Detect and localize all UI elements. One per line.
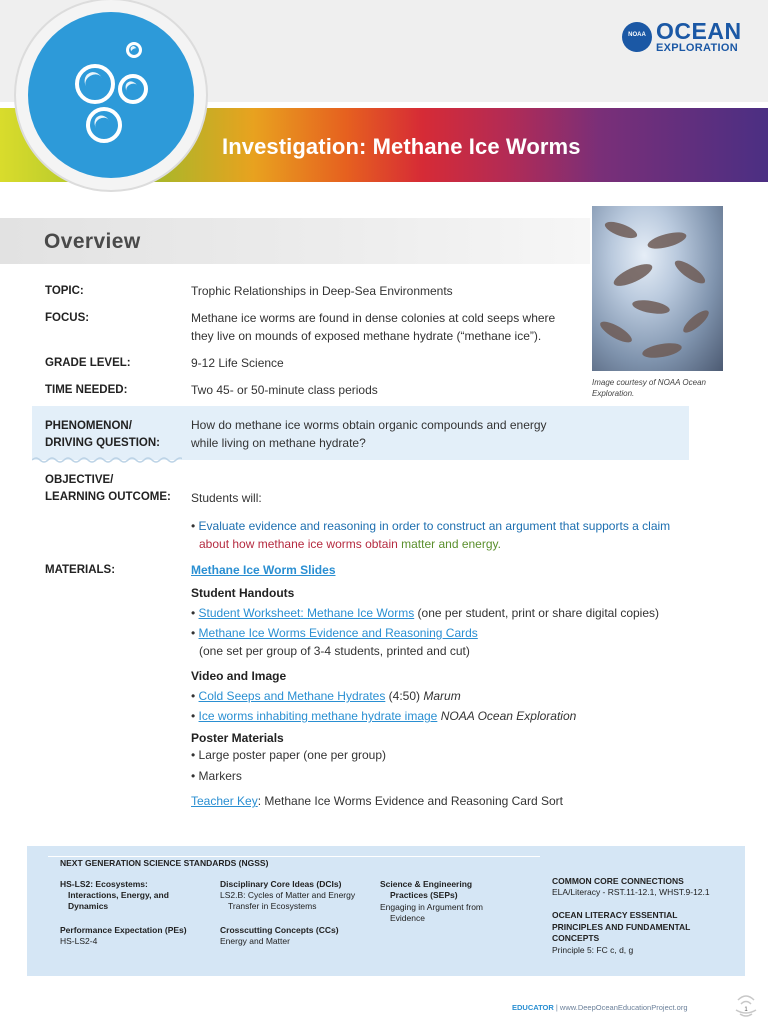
objective-intro: Students will:	[191, 491, 262, 505]
objective-bullet-text-1: Evaluate evidence and reasoning in order to construct an argument that supports a claim	[198, 519, 671, 533]
page-number: 1	[744, 1007, 748, 1013]
image-caption: Image courtesy of NOAA Ocean Exploration.	[592, 378, 706, 398]
hs-ls2-line-3: Dynamics	[68, 901, 109, 911]
ocean-literacy-heading-1: OCEAN LITERACY ESSENTIAL	[552, 910, 678, 920]
bubble-large	[75, 64, 115, 104]
noaa-emblem-icon: NOAA	[622, 22, 652, 52]
time-label: TIME NEEDED:	[45, 384, 128, 396]
sep-heading-1: Science & Engineering	[380, 879, 473, 889]
hs-ls2-line-1: HS-LS2: Ecosystems:	[60, 879, 148, 889]
worm-shape	[672, 257, 708, 287]
hs-ls2-line-2: Interactions, Energy, and	[68, 890, 169, 900]
focus-label: FOCUS:	[45, 312, 90, 324]
bubbles-icon	[28, 12, 194, 178]
dci-heading: Disciplinary Core Ideas (DCIs)	[220, 879, 342, 889]
teacher-key-link[interactable]: Teacher Key	[191, 794, 258, 808]
logo-word-ocean: OCEAN	[656, 18, 742, 44]
video-item: • Cold Seeps and Methane Hydrates (4:50) Marum	[191, 689, 461, 703]
poster-item-2: • Markers	[191, 769, 242, 783]
phenomenon-label-2: DRIVING QUESTION:	[45, 437, 161, 449]
slides-link[interactable]: Methane Ice Worm Slides	[191, 563, 336, 577]
phenomenon-label-1: PHENOMENON/	[45, 420, 132, 432]
materials-label: MATERIALS:	[45, 564, 116, 576]
sep-line-1: Engaging in Argument from	[380, 902, 484, 912]
ocean-exploration-logo[interactable]	[622, 18, 752, 58]
cc-value: Energy and Matter	[220, 936, 290, 946]
driving-question-line-1: How do methane ice worms obtain organic compounds and energy	[191, 418, 547, 432]
poster-item-1-text: Large poster paper (one per group)	[198, 748, 386, 762]
ocean-literacy-value: Principle 5: FC c, d, g	[552, 945, 634, 955]
grade-label: GRADE LEVEL:	[45, 357, 131, 369]
cards-item: • Methane Ice Worms Evidence and Reasoning Cards	[191, 626, 478, 640]
worksheet-note: (one per student, print or share digital copies)	[417, 606, 660, 620]
ngss-divider	[48, 856, 540, 970]
driving-question-line-2: while living on methane hydrate?	[191, 436, 366, 450]
objective-bullet-text-2a: about how methane ice worms obtain	[199, 537, 398, 551]
sep-heading-2: Practices (SEPs)	[390, 890, 458, 900]
pe-heading: Performance Expectation (PEs)	[60, 925, 187, 935]
ngss-heading: NEXT GENERATION SCIENCE STANDARDS (NGSS)	[60, 858, 269, 868]
ccss-heading: COMMON CORE CONNECTIONS	[552, 876, 684, 886]
footer-site[interactable]: | www.DeepOceanEducationProject.org	[553, 1003, 688, 1012]
bubble-bottom	[86, 107, 122, 143]
worm-shape	[680, 307, 712, 336]
ccss-value: ELA/Literacy - RST.11-12.1, WHST.9-12.1	[552, 887, 710, 897]
topic-label: TOPIC:	[45, 285, 84, 297]
footer-text	[512, 1003, 688, 1012]
teacher-key-item	[191, 792, 563, 810]
image-link[interactable]: Ice worms inhabiting methane hydrate image	[198, 709, 438, 723]
handouts-heading: Student Handouts	[191, 586, 295, 600]
ocean-literacy-heading-3: CONCEPTS	[552, 933, 600, 943]
ocean-literacy-heading-2: PRINCIPLES AND FUNDAMENTAL	[552, 922, 691, 932]
objective-label-2: LEARNING OUTCOME:	[45, 491, 171, 503]
poster-item-1: • Large poster paper (one per group)	[191, 748, 386, 762]
cc-heading: Crosscutting Concepts (CCs)	[220, 925, 339, 935]
worm-shape	[611, 260, 655, 290]
overview-heading: Overview	[44, 230, 141, 253]
worm-shape	[603, 219, 639, 242]
objective-label-1: OBJECTIVE/	[45, 474, 114, 486]
cards-link[interactable]: Methane Ice Worms Evidence and Reasoning Cards	[198, 626, 478, 640]
worm-shape	[631, 298, 671, 316]
worksheet-link[interactable]: Student Worksheet: Methane Ice Worms	[198, 606, 415, 620]
logo-word-exploration: EXPLORATION	[656, 42, 738, 54]
video-source: Marum	[423, 689, 461, 703]
image-item: • Ice worms inhabiting methane hydrate image NOAA Ocean Exploration	[191, 709, 577, 723]
worm-shape	[597, 318, 634, 346]
video-duration: (4:50)	[388, 689, 421, 703]
cards-note: (one set per group of 3-4 students, printed and cut)	[199, 644, 470, 658]
wavy-divider	[32, 456, 182, 464]
poster-heading: Poster Materials	[191, 731, 284, 745]
bubble-medium	[118, 74, 148, 104]
pe-value: HS-LS2-4	[60, 936, 98, 946]
dci-line-2: Transfer in Ecosystems	[228, 901, 317, 911]
page-title: Investigation: Methane Ice Worms	[222, 134, 581, 159]
objective-bullet-line-1: • Evaluate evidence and reasoning in order to construct an argument that supports a claim	[191, 519, 671, 533]
sep-line-2: Evidence	[390, 913, 425, 923]
footer-educator: EDUCATOR	[512, 1003, 554, 1012]
video-heading: Video and Image	[191, 669, 287, 683]
bubble-small	[126, 42, 142, 58]
image-source: NOAA Ocean Exploration	[440, 709, 577, 723]
time-value: Two 45- or 50-minute class periods	[191, 383, 378, 397]
grade-value: 9-12 Life Science	[191, 356, 284, 370]
objective-bullet-line-2	[199, 535, 501, 553]
worksheet-item: • Student Worksheet: Methane Ice Worms (one per student, print or share digital copies)	[191, 606, 660, 620]
worm-shape	[641, 341, 683, 361]
poster-item-2-text: Markers	[198, 769, 242, 783]
topic-value: Trophic Relationships in Deep-Sea Environments	[191, 284, 453, 298]
wave-signal-icon	[734, 990, 758, 1020]
worm-shape	[646, 229, 688, 252]
video-link[interactable]: Cold Seeps and Methane Hydrates	[198, 689, 386, 703]
focus-line-1: Methane ice worms are found in dense colonies at cold seeps where	[191, 311, 556, 325]
focus-line-2: they live on mounds of exposed methane hydrate (“methane ice”).	[191, 329, 542, 343]
objective-bullet-text-2b: matter and energy.	[401, 537, 501, 551]
ice-worms-photo	[592, 206, 723, 371]
dci-line-1: LS2.B: Cycles of Matter and Energy	[220, 890, 356, 900]
teacher-key-text: : Methane Ice Worms Evidence and Reasoning Card Sort	[257, 794, 563, 808]
